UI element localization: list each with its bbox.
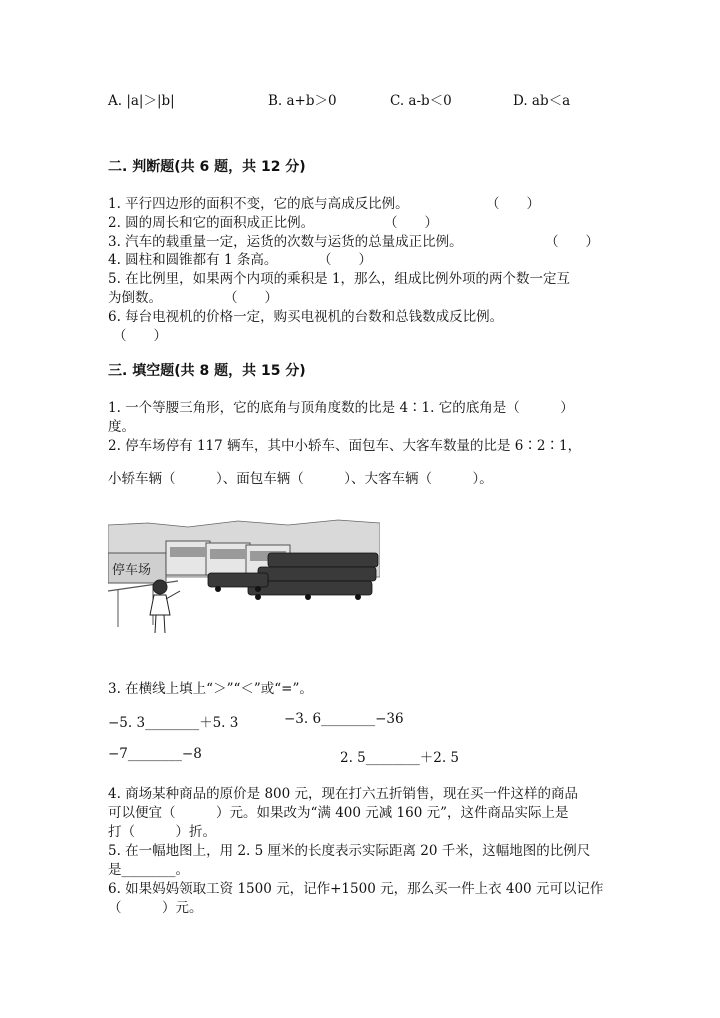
fill-q5-line1: 5. 在一幅地图上，用 2. 5 厘米的长度表示实际距离 20 千米，这幅地图的比例尺: [108, 843, 591, 859]
fill-q2-line1: 2. 停车场停有 117 辆车，其中小轿车、面包车、大客车数量的比是 6∶2∶1，: [108, 438, 582, 454]
judge-bracket-6[interactable]: （ ）: [113, 328, 167, 344]
fill-q6-line2: （ ）元。: [108, 900, 203, 916]
parking-lot-drawing: [108, 517, 380, 637]
fill-q6-line1: 6. 如果妈妈领取工资 1500 元，记作+1500 元，那么买一件上衣 400 元可以记作: [108, 881, 604, 897]
option-d: D. ab＜a: [513, 93, 571, 109]
judge-item-1: 1. 平行四边形的面积不变，它的底与高成反比例。: [108, 196, 409, 212]
fill-q4-line3: 打（ ）折。: [108, 824, 216, 840]
fill-q5-line2: 是________。: [108, 862, 189, 878]
fill-q3-a[interactable]: −5. 3________＋5. 3: [108, 715, 239, 731]
judge-bracket-4[interactable]: （ ）: [318, 252, 372, 268]
judge-bracket-3[interactable]: （ ）: [545, 234, 599, 250]
fill-q3-d[interactable]: 2. 5________＋2. 5: [340, 750, 460, 766]
judge-bracket-2[interactable]: （ ）: [384, 215, 438, 231]
section-heading-fill: 三. 填空题(共 8 题，共 15 分): [108, 363, 306, 379]
judge-bracket-1[interactable]: （ ）: [486, 196, 540, 212]
fill-q4-line1: 4. 商场某种商品的原价是 800 元，现在打六五折销售，现在买一件这样的商品: [108, 786, 579, 802]
option-a: A. |a|＞|b|: [108, 93, 175, 109]
judge-item-5: 5. 在比例里，如果两个内项的乘积是 1，那么，组成比例外项的两个数一定互: [108, 271, 571, 287]
parking-lot-illustration: [108, 517, 380, 637]
fill-q3-c[interactable]: −7________−8: [108, 746, 202, 762]
judge-item-5-cont: 为倒数。: [108, 290, 162, 306]
fill-q1-line1: 1. 一个等腰三角形，它的底角与顶角度数的比是 4∶1. 它的底角是（ ）: [108, 400, 574, 416]
parking-sign-text: 停车场: [112, 563, 152, 578]
option-b: B. a+b＞0: [268, 93, 337, 109]
fill-q3-title: 3. 在横线上填上“＞”“＜”或“=”。: [108, 681, 313, 697]
judge-bracket-5[interactable]: （ ）: [224, 290, 278, 306]
judge-item-3: 3. 汽车的载重量一定，运货的次数与运货的总量成正比例。: [108, 234, 463, 250]
fill-q4-line2: 可以便宜（ ）元。如果改为“满 400 元减 160 元”，这件商品实际上是: [108, 805, 569, 821]
section-heading-judgement: 二. 判断题(共 6 题，共 12 分): [108, 159, 306, 175]
judge-item-4: 4. 圆柱和圆锥都有 1 条高。: [108, 252, 278, 268]
fill-q2-line2: 小轿车辆（ ）、面包车辆（ ）、大客车辆（ ）。: [108, 471, 493, 487]
judge-item-6: 6. 每台电视机的价格一定，购买电视机的台数和总钱数成反比例。: [108, 309, 504, 325]
fill-q3-b[interactable]: −3. 6________−36: [284, 711, 404, 727]
fill-q1-line2: 度。: [108, 419, 135, 435]
judge-item-2: 2. 圆的周长和它的面积成正比例。: [108, 215, 315, 231]
option-c: C. a-b＜0: [390, 93, 452, 109]
